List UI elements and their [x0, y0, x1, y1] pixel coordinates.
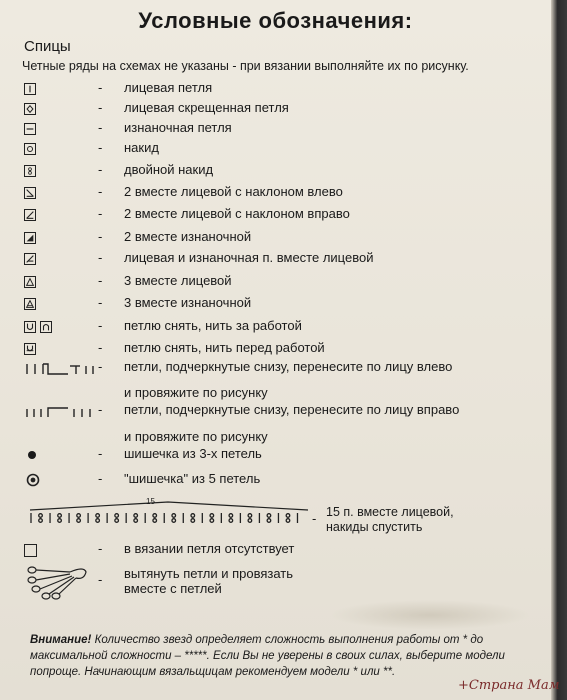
cluster-yarn-over-mark	[172, 519, 176, 523]
legend-text: петлю снять, нить за работой	[124, 318, 302, 333]
legend-row	[0, 359, 551, 379]
dash: -	[98, 80, 103, 95]
cluster-yarn-over-mark	[248, 514, 252, 518]
cluster-yarn-over-mark	[153, 519, 157, 523]
legend-text: шишечка из 3-х петель	[124, 446, 262, 461]
dash: -	[98, 120, 103, 135]
knit-stitch-icon	[24, 83, 36, 95]
legend-text: 2 вместе лицевой с наклоном влево	[124, 184, 343, 199]
p2tog-icon	[24, 232, 36, 244]
cluster-yarn-over-mark	[58, 519, 62, 523]
cross-right-icon	[24, 405, 96, 419]
bobble-5-icon	[26, 473, 40, 487]
page-edge-shadow	[551, 0, 567, 700]
legend-text: петлю снять, нить перед работой	[124, 340, 325, 355]
cluster-count: 15	[146, 497, 155, 506]
legend-row	[0, 100, 551, 120]
k3tog-icon	[24, 276, 36, 288]
dash: -	[98, 162, 103, 177]
note-text: Четные ряды на схемах не указаны - при вязании выполняйте их по рисунку.	[22, 59, 469, 73]
legend-text: лицевая и изнаночная п. вместе лицевой	[124, 250, 374, 265]
purl-stitch-icon	[24, 123, 36, 135]
dash: -	[98, 229, 103, 244]
legend-row	[0, 340, 551, 360]
legend-row	[0, 471, 551, 491]
cluster-yarn-over-mark	[286, 514, 290, 518]
legend-row	[0, 446, 551, 466]
legend-row	[0, 184, 551, 204]
legend-row	[0, 250, 551, 270]
slip-yarn-front-icon	[24, 343, 36, 355]
legend-row	[0, 206, 551, 226]
cluster-yarn-over-mark	[191, 519, 195, 523]
dash: -	[98, 471, 103, 486]
dash: -	[98, 273, 103, 288]
cluster-yarn-over-mark	[229, 514, 233, 518]
cluster-text	[326, 505, 454, 535]
cluster-yarn-over-mark	[267, 514, 271, 518]
cluster-yarn-over-mark	[210, 514, 214, 518]
warning-text: Количество звезд определяет сложность выполнения работы от * до максимальной сложности – *****. Если Вы не уверены в своих силах, выберите модели попроще. Начинающим вязальщицам рекомендуем модели * или **.	[30, 634, 505, 678]
cluster-yarn-over-mark	[153, 514, 157, 518]
cluster-yarn-over-mark	[96, 514, 100, 518]
legend-text: лицевая скрещенная петля	[124, 100, 289, 115]
watermark: +Страна Мам	[458, 678, 560, 693]
dash: -	[312, 511, 317, 526]
legend-text: 3 вместе изнаночной	[124, 295, 252, 310]
cluster-yarn-over-mark	[77, 514, 81, 518]
legend-text: двойной накид	[124, 162, 214, 177]
cluster-yarn-over-mark	[39, 514, 43, 518]
dash: -	[98, 318, 103, 333]
k2tog-right-icon	[24, 209, 36, 221]
dash: -	[98, 572, 103, 587]
slip-yarn-back-alt-icon	[40, 321, 52, 333]
bobble-3-icon	[28, 451, 36, 459]
slip-yarn-back-icon	[24, 321, 36, 333]
cluster-yarn-over-mark	[115, 514, 119, 518]
legend-text: накид	[124, 140, 159, 155]
legend-row	[0, 120, 551, 140]
legend-text: 2 вместе изнаночной	[124, 229, 252, 244]
cluster-yarn-over-mark	[58, 514, 62, 518]
dash: -	[98, 184, 103, 199]
legend-text: 2 вместе лицевой с наклоном вправо	[124, 206, 350, 221]
p3tog-icon	[24, 298, 36, 310]
dash: -	[98, 340, 103, 355]
dash: -	[98, 250, 103, 265]
cluster-15-icon	[28, 496, 310, 526]
dash: -	[98, 446, 103, 461]
pull-loops-icon	[26, 562, 90, 602]
legend-text: петли, подчеркнутые снизу, перенесите по лицу вправо	[124, 402, 460, 417]
paper-smudge	[330, 600, 530, 630]
crossed-knit-stitch-icon	[24, 103, 36, 115]
legend-row	[0, 229, 551, 249]
page-title: Условные обозначения:	[138, 8, 413, 33]
cluster-yarn-over-mark	[39, 519, 43, 523]
dash: -	[98, 206, 103, 221]
legend-row	[0, 402, 551, 422]
legend-text: петли, подчеркнутые снизу, перенесите по лицу влево	[124, 359, 453, 374]
cluster-yarn-over-mark	[229, 519, 233, 523]
warning-paragraph	[30, 632, 542, 680]
cluster-yarn-over-mark	[172, 514, 176, 518]
dash: -	[98, 402, 103, 417]
legend-text-continued: и провяжите по рисунку	[124, 385, 268, 400]
cluster-text-line: накиды спустить	[326, 520, 423, 534]
k2tog-left-icon	[24, 187, 36, 199]
cluster-yarn-over-mark	[267, 519, 271, 523]
dash: -	[98, 541, 103, 556]
legend-text: в вязании петля отсутствует	[124, 541, 295, 556]
cluster-yarn-over-mark	[134, 519, 138, 523]
legend-row	[0, 318, 551, 338]
pull-text-line: вместе с петлей	[124, 581, 222, 596]
cluster-yarn-over-mark	[191, 514, 195, 518]
legend-row	[0, 541, 551, 561]
warning-label: Внимание!	[30, 634, 92, 646]
legend-row	[0, 295, 551, 315]
double-yarn-over-icon	[24, 165, 36, 177]
cluster-yarn-over-mark	[210, 519, 214, 523]
dash: -	[98, 100, 103, 115]
cross-left-icon	[24, 362, 96, 376]
legend-row	[0, 140, 551, 160]
cluster-yarn-over-mark	[248, 519, 252, 523]
cluster-yarn-over-mark	[115, 519, 119, 523]
pull-text-line: вытянуть петли и провязать	[124, 566, 294, 581]
dash: -	[98, 295, 103, 310]
cluster-yarn-over-mark	[286, 519, 290, 523]
legend-row	[0, 162, 551, 182]
legend-text: лицевая петля	[124, 80, 213, 95]
legend-row	[0, 273, 551, 293]
legend-text-continued: и провяжите по рисунку	[124, 429, 268, 444]
legend-text: "шишечка" из 5 петель	[124, 471, 261, 486]
legend-row	[0, 80, 551, 100]
section-heading: Спицы	[24, 38, 71, 55]
cluster-yarn-over-mark	[96, 519, 100, 523]
yarn-over-icon	[24, 143, 36, 155]
cluster-yarn-over-mark	[77, 519, 81, 523]
pull-text	[124, 566, 293, 596]
dash: -	[98, 359, 103, 374]
legend-text: 3 вместе лицевой	[124, 273, 232, 288]
no-stitch-icon	[24, 544, 37, 557]
legend-text: изнаночная петля	[124, 120, 232, 135]
cluster-yarn-over-mark	[134, 514, 138, 518]
dash: -	[98, 140, 103, 155]
knit-purl-together-icon	[24, 253, 36, 265]
cluster-text-line: 15 п. вместе лицевой,	[326, 505, 454, 519]
